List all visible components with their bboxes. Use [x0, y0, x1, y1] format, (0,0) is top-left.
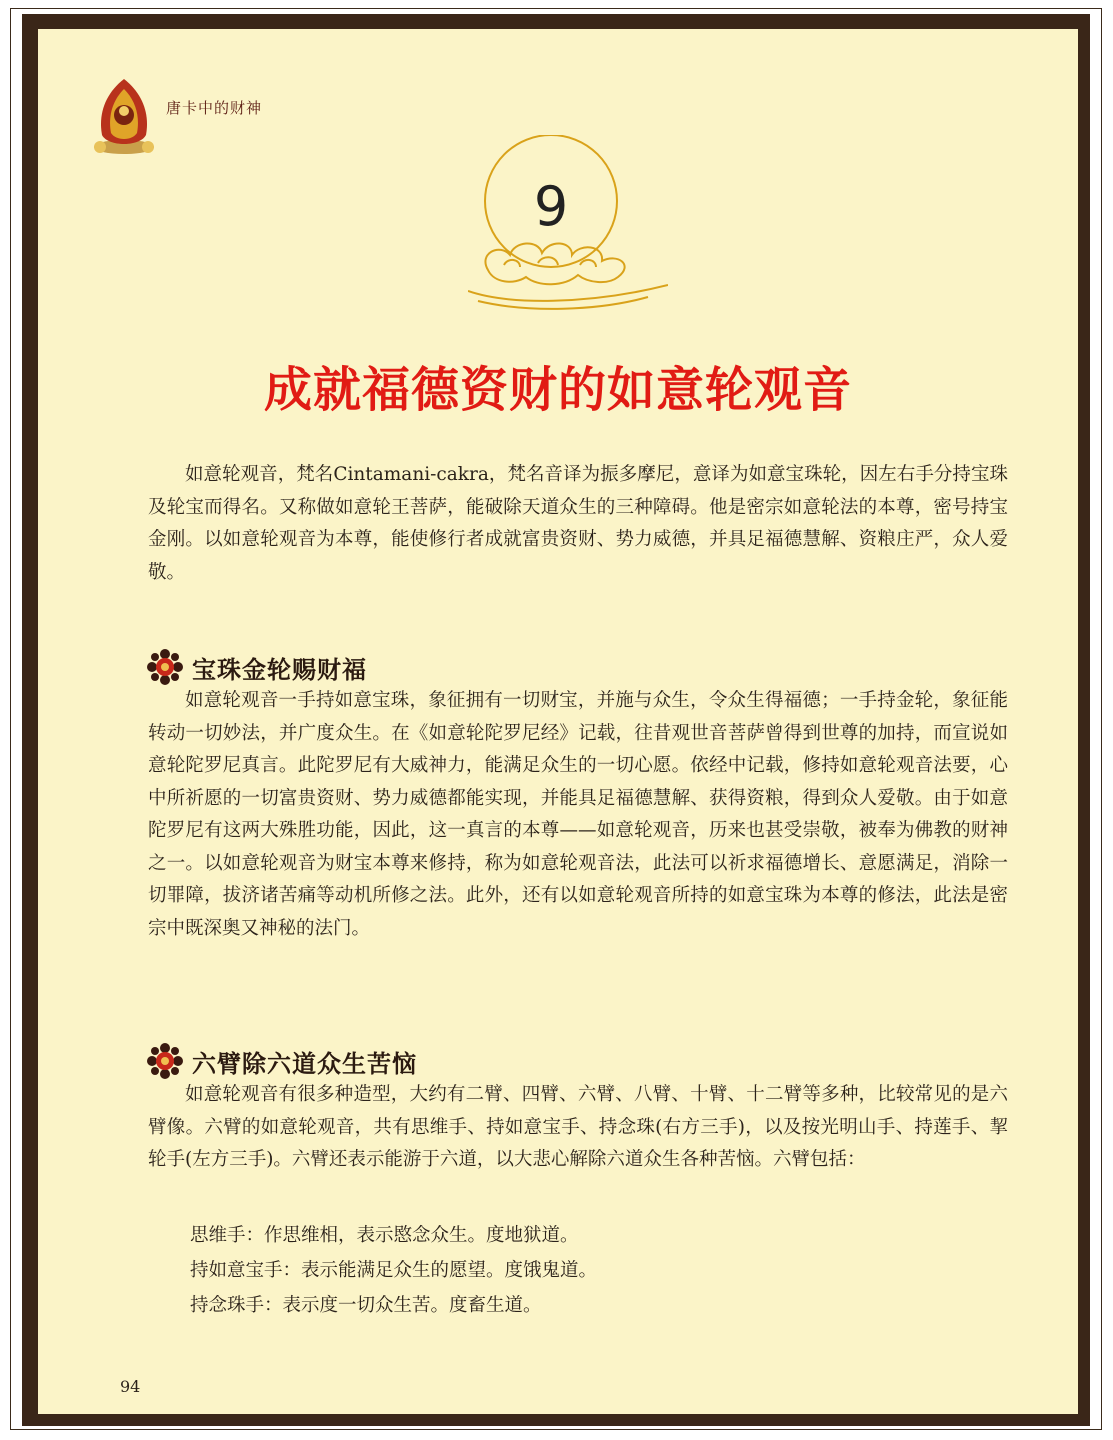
section-heading-1 [146, 646, 646, 686]
section-heading-1-text: 宝珠金轮赐财福 [192, 655, 367, 684]
intro-paragraph: 如意轮观音，梵名Cintamani-cakra，梵名音译为振多摩尼，意译为如意宝珠轮，因左右手分持宝珠及轮宝而得名。又称做如意轮王菩萨，能破除天道众生的三种障碍。他是密宗如意轮法的本尊，密号持宝金刚。以如意轮观音为本尊，能使修行者成就富贵资财、势力威德，并具足福德慧解、资粮庄严，众人爱敬。 [148, 464, 1008, 583]
running-head-title: 唐卡中的财神 [166, 99, 263, 117]
flower-icon [146, 648, 184, 686]
chapter-title: 成就福德资财的如意轮观音 [263, 362, 852, 418]
flower-icon [146, 1042, 184, 1080]
arm-description-line: 思维手：作思维相，表示愍念众生。度地狱道。 [190, 1225, 579, 1246]
section-heading-2 [146, 1040, 646, 1080]
thangka-emblem-icon [86, 75, 162, 159]
chapter-badge [468, 135, 668, 325]
page-number: 94 [120, 1377, 141, 1396]
arm-description-line: 持如意宝手：表示能满足众生的愿望。度饿鬼道。 [190, 1260, 598, 1281]
running-head [86, 75, 346, 165]
section-1-body: 如意轮观音一手持如意宝珠，象征拥有一切财宝，并施与众生，令众生得福德；一手持金轮，象征能转动一切妙法，并广度众生。在《如意轮陀罗尼经》记载，往昔观世音菩萨曾得到世尊的加持，而宣说如意轮陀罗尼真言。此陀罗尼有大威神力，能满足众生的一切心愿。依经中记载，修持如意轮观音法要，心中所祈愿的一切富贵资财、势力威德都能实现，并能具足福德慧解、获得资粮，得到众人爱敬。由于如意陀罗尼有这两大殊胜功能，因此，这一真言的本尊——如意轮观音，历来也甚受崇敬，被奉为佛教的财神之一。以如意轮观音为财宝本尊来修持，称为如意轮观音法，此法可以祈求福德增长、意愿满足，消除一切罪障，拔济诸苦痛等动机所修之法。此外，还有以如意轮观音所持的如意宝珠为本尊的修法，此法是密宗中既深奥又神秘的法门。 [148, 690, 1008, 939]
book-page [38, 29, 1078, 1414]
arm-description-line: 持念珠手：表示度一切众生苦。度畜生道。 [190, 1295, 542, 1316]
section-2-body: 如意轮观音有很多种造型，大约有二臂、四臂、六臂、八臂、十臂、十二臂等多种，比较常见的是六臂像。六臂的如意轮观音，共有思维手、持如意宝手、持念珠(右方三手)，以及按光明山手、持莲手、挈轮手(左方三手)。六臂还表示能游于六道，以大悲心解除六道众生各种苦恼。六臂包括： [148, 1084, 1008, 1170]
chapter-number: 9 [533, 175, 569, 238]
section-heading-2-text: 六臂除六道众生苦恼 [192, 1049, 417, 1078]
